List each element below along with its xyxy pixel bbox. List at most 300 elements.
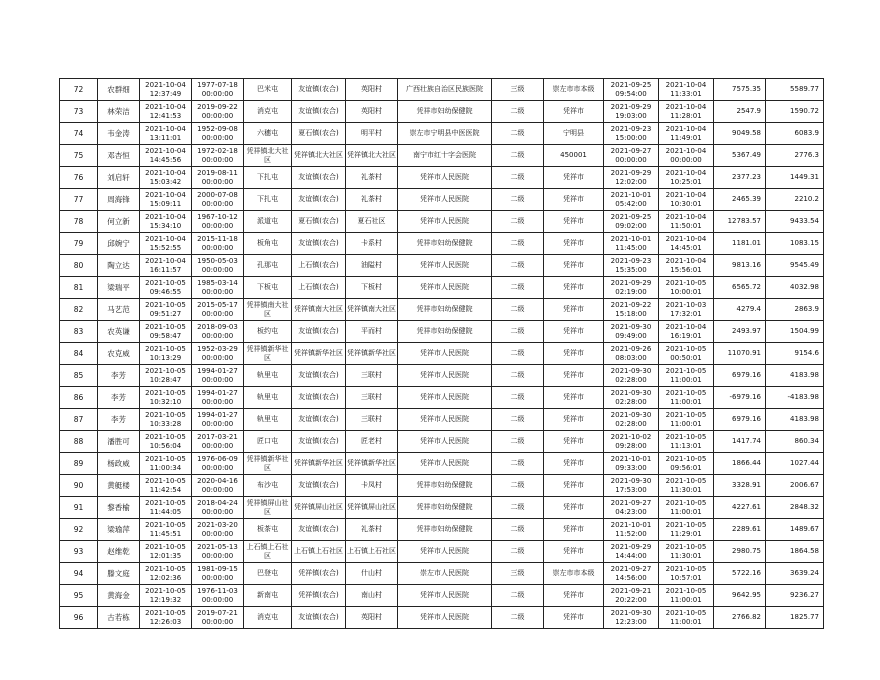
village-committee-cell: 油隘村 <box>346 255 398 277</box>
village-cell: 凭祥镇北大社区 <box>244 145 292 167</box>
total-cost-cell: 9049.58 <box>714 123 766 145</box>
town-cell: 友谊镇(农合) <box>292 387 346 409</box>
patient-name-cell: 黎香榆 <box>98 497 140 519</box>
discharge-time-cell: 2021-10-05 11:00:01 <box>659 585 714 607</box>
town-cell: 上石镇上石社区 <box>292 541 346 563</box>
table-row <box>60 585 824 607</box>
town-cell: 友谊镇(农合) <box>292 233 346 255</box>
discharge-time-cell: 2021-10-04 15:56:01 <box>659 255 714 277</box>
admit-time-cell: 2021-09-29 14:44:00 <box>604 541 659 563</box>
town-cell: 友谊镇(农合) <box>292 519 346 541</box>
reimbursed-amount-cell: 1864.58 <box>766 541 824 563</box>
town-cell: 凭祥镇屏山社区 <box>292 497 346 519</box>
table-row <box>60 101 824 123</box>
town-cell: 上石镇(农合) <box>292 277 346 299</box>
hospital-level-cell: 二级 <box>492 541 544 563</box>
birth-date-cell: 2021-05-13 00:00:00 <box>192 541 244 563</box>
admit-time-cell: 2021-09-27 04:23:00 <box>604 497 659 519</box>
settle-time-cell: 2021-10-04 15:52:55 <box>140 233 192 255</box>
total-cost-cell: 2766.82 <box>714 607 766 629</box>
patient-name-cell: 杨政威 <box>98 453 140 475</box>
settle-time-cell: 2021-10-04 13:11:01 <box>140 123 192 145</box>
hospital-level-cell: 三级 <box>492 563 544 585</box>
admit-time-cell: 2021-09-27 14:56:00 <box>604 563 659 585</box>
patient-name-cell: 农群细 <box>98 79 140 101</box>
village-cell: 上石镇上石社区 <box>244 541 292 563</box>
reimbursed-amount-cell: 2863.9 <box>766 299 824 321</box>
hospital-level-cell: 二级 <box>492 189 544 211</box>
table-row <box>60 343 824 365</box>
row-number-cell: 80 <box>60 255 98 277</box>
settle-time-cell: 2021-10-05 12:19:32 <box>140 585 192 607</box>
reimbursed-amount-cell: 1027.44 <box>766 453 824 475</box>
total-cost-cell: 1181.01 <box>714 233 766 255</box>
hospital-cell: 凭祥市人民医院 <box>398 541 492 563</box>
town-cell: 凭祥镇新华社区 <box>292 453 346 475</box>
birth-date-cell: 2019-08-11 00:00:00 <box>192 167 244 189</box>
settle-time-cell: 2021-10-05 12:02:36 <box>140 563 192 585</box>
row-number-cell: 85 <box>60 365 98 387</box>
row-number-cell: 75 <box>60 145 98 167</box>
village-cell: 轨里屯 <box>244 387 292 409</box>
village-committee-cell: 凭祥镇新华社区 <box>346 453 398 475</box>
discharge-time-cell: 2021-10-05 11:00:01 <box>659 607 714 629</box>
settle-time-cell: 2021-10-05 11:44:05 <box>140 497 192 519</box>
table-row <box>60 233 824 255</box>
settle-time-cell: 2021-10-04 14:45:56 <box>140 145 192 167</box>
reimbursed-amount-cell: 5589.77 <box>766 79 824 101</box>
admit-time-cell: 2021-09-21 20:22:00 <box>604 585 659 607</box>
village-committee-cell: 礼茶村 <box>346 519 398 541</box>
patient-name-cell: 梁瑞平 <box>98 277 140 299</box>
admit-time-cell: 2021-09-23 15:00:00 <box>604 123 659 145</box>
birth-date-cell: 1952-03-29 00:00:00 <box>192 343 244 365</box>
total-cost-cell: 6565.72 <box>714 277 766 299</box>
settle-time-cell: 2021-10-05 09:51:27 <box>140 299 192 321</box>
total-cost-cell: 12783.57 <box>714 211 766 233</box>
admit-time-cell: 2021-09-30 12:23:00 <box>604 607 659 629</box>
row-number-cell: 76 <box>60 167 98 189</box>
region-cell: 凭祥市 <box>544 189 604 211</box>
patient-name-cell: 邓杏恒 <box>98 145 140 167</box>
discharge-time-cell: 2021-10-05 11:30:01 <box>659 541 714 563</box>
village-cell: 凭祥镇新华社区 <box>244 343 292 365</box>
village-cell: 板约屯 <box>244 321 292 343</box>
birth-date-cell: 1967-10-12 00:00:00 <box>192 211 244 233</box>
birth-date-cell: 2020-04-16 00:00:00 <box>192 475 244 497</box>
table-row <box>60 79 824 101</box>
reimbursed-amount-cell: 2210.2 <box>766 189 824 211</box>
total-cost-cell: 2377.23 <box>714 167 766 189</box>
hospital-cell: 凭祥市妇幼保健院 <box>398 321 492 343</box>
hospital-cell: 凭祥市人民医院 <box>398 607 492 629</box>
hospital-level-cell: 二级 <box>492 233 544 255</box>
birth-date-cell: 1976-11-03 00:00:00 <box>192 585 244 607</box>
birth-date-cell: 2015-11-18 00:00:00 <box>192 233 244 255</box>
reimbursed-amount-cell: 4183.98 <box>766 365 824 387</box>
town-cell: 夏石镇(农合) <box>292 123 346 145</box>
admit-time-cell: 2021-09-30 02:28:00 <box>604 387 659 409</box>
discharge-time-cell: 2021-10-05 11:29:01 <box>659 519 714 541</box>
discharge-time-cell: 2021-10-05 11:00:01 <box>659 365 714 387</box>
total-cost-cell: 4227.61 <box>714 497 766 519</box>
village-committee-cell: 英阳村 <box>346 101 398 123</box>
hospital-level-cell: 二级 <box>492 101 544 123</box>
discharge-time-cell: 2021-10-05 11:00:01 <box>659 497 714 519</box>
table-row <box>60 145 824 167</box>
hospital-cell: 凭祥市人民医院 <box>398 167 492 189</box>
village-cell: 派道屯 <box>244 211 292 233</box>
region-cell: 凭祥市 <box>544 497 604 519</box>
town-cell: 凭祥镇(农合) <box>292 585 346 607</box>
settle-time-cell: 2021-10-05 12:26:03 <box>140 607 192 629</box>
town-cell: 友谊镇(农合) <box>292 409 346 431</box>
admit-time-cell: 2021-09-30 09:49:00 <box>604 321 659 343</box>
town-cell: 凭祥镇南大社区 <box>292 299 346 321</box>
region-cell: 凭祥市 <box>544 607 604 629</box>
discharge-time-cell: 2021-10-04 10:30:01 <box>659 189 714 211</box>
settle-time-cell: 2021-10-05 11:45:51 <box>140 519 192 541</box>
discharge-time-cell: 2021-10-05 11:00:01 <box>659 387 714 409</box>
settle-time-cell: 2021-10-05 09:46:55 <box>140 277 192 299</box>
patient-name-cell: 林荣洁 <box>98 101 140 123</box>
admit-time-cell: 2021-09-25 09:54:00 <box>604 79 659 101</box>
region-cell: 凭祥市 <box>544 409 604 431</box>
table-row <box>60 541 824 563</box>
patient-name-cell: 梁瑜萍 <box>98 519 140 541</box>
village-committee-cell: 明平村 <box>346 123 398 145</box>
total-cost-cell: 5722.16 <box>714 563 766 585</box>
total-cost-cell: 9813.16 <box>714 255 766 277</box>
reimbursed-amount-cell: 9433.54 <box>766 211 824 233</box>
village-cell: 凭祥镇南大社区 <box>244 299 292 321</box>
hospital-level-cell: 二级 <box>492 475 544 497</box>
total-cost-cell: 2493.97 <box>714 321 766 343</box>
hospital-level-cell: 二级 <box>492 211 544 233</box>
village-cell: 匠口屯 <box>244 431 292 453</box>
village-cell: 巴登屯 <box>244 563 292 585</box>
patient-name-cell: 周海锋 <box>98 189 140 211</box>
hospital-level-cell: 二级 <box>492 277 544 299</box>
discharge-time-cell: 2021-10-05 11:30:01 <box>659 475 714 497</box>
town-cell: 上石镇(农合) <box>292 255 346 277</box>
hospital-cell: 凭祥市妇幼保健院 <box>398 101 492 123</box>
hospital-level-cell: 二级 <box>492 497 544 519</box>
table-row <box>60 123 824 145</box>
reimbursed-amount-cell: 1590.72 <box>766 101 824 123</box>
hospital-cell: 凭祥市人民医院 <box>398 431 492 453</box>
table-row <box>60 563 824 585</box>
total-cost-cell: 2547.9 <box>714 101 766 123</box>
reimbursed-amount-cell: 860.34 <box>766 431 824 453</box>
hospital-cell: 凭祥市妇幼保健院 <box>398 519 492 541</box>
discharge-time-cell: 2021-10-04 14:45:01 <box>659 233 714 255</box>
row-number-cell: 79 <box>60 233 98 255</box>
village-cell: 板茶屯 <box>244 519 292 541</box>
total-cost-cell: 6979.16 <box>714 409 766 431</box>
total-cost-cell: 1417.74 <box>714 431 766 453</box>
patient-name-cell: 陶立达 <box>98 255 140 277</box>
settle-time-cell: 2021-10-05 11:42:54 <box>140 475 192 497</box>
reimbursed-amount-cell: 9545.49 <box>766 255 824 277</box>
village-cell: 板角屯 <box>244 233 292 255</box>
settle-time-cell: 2021-10-04 15:03:42 <box>140 167 192 189</box>
region-cell: 凭祥市 <box>544 387 604 409</box>
region-cell: 凭祥市 <box>544 585 604 607</box>
region-cell: 凭祥市 <box>544 431 604 453</box>
hospital-cell: 凭祥市人民医院 <box>398 189 492 211</box>
village-committee-cell: 凭祥镇屏山社区 <box>346 497 398 519</box>
town-cell: 友谊镇(农合) <box>292 167 346 189</box>
region-cell: 450001 <box>544 145 604 167</box>
settle-time-cell: 2021-10-04 15:09:11 <box>140 189 192 211</box>
village-committee-cell: 凭祥镇南大社区 <box>346 299 398 321</box>
region-cell: 凭祥市 <box>544 519 604 541</box>
settle-time-cell: 2021-10-04 15:34:10 <box>140 211 192 233</box>
admit-time-cell: 2021-10-01 09:33:00 <box>604 453 659 475</box>
table-row <box>60 453 824 475</box>
admit-time-cell: 2021-09-29 02:19:00 <box>604 277 659 299</box>
village-committee-cell: 卡系村 <box>346 233 398 255</box>
table-row <box>60 321 824 343</box>
table-row <box>60 409 824 431</box>
hospital-level-cell: 二级 <box>492 409 544 431</box>
table-row <box>60 365 824 387</box>
total-cost-cell: 11070.91 <box>714 343 766 365</box>
table-row <box>60 211 824 233</box>
patient-name-cell: 李芳 <box>98 365 140 387</box>
patient-name-cell: 何立新 <box>98 211 140 233</box>
hospital-level-cell: 二级 <box>492 585 544 607</box>
admit-time-cell: 2021-10-02 09:28:00 <box>604 431 659 453</box>
birth-date-cell: 2018-04-24 00:00:00 <box>192 497 244 519</box>
reimbursed-amount-cell: 9236.27 <box>766 585 824 607</box>
row-number-cell: 87 <box>60 409 98 431</box>
region-cell: 凭祥市 <box>544 299 604 321</box>
row-number-cell: 94 <box>60 563 98 585</box>
region-cell: 凭祥市 <box>544 233 604 255</box>
region-cell: 凭祥市 <box>544 541 604 563</box>
hospital-level-cell: 二级 <box>492 299 544 321</box>
region-cell: 凭祥市 <box>544 255 604 277</box>
hospital-level-cell: 二级 <box>492 321 544 343</box>
hospital-level-cell: 二级 <box>492 255 544 277</box>
row-number-cell: 72 <box>60 79 98 101</box>
discharge-time-cell: 2021-10-04 11:33:01 <box>659 79 714 101</box>
total-cost-cell: 4279.4 <box>714 299 766 321</box>
hospital-cell: 凭祥市人民医院 <box>398 211 492 233</box>
hospital-level-cell: 二级 <box>492 387 544 409</box>
admit-time-cell: 2021-09-26 08:03:00 <box>604 343 659 365</box>
admit-time-cell: 2021-09-29 12:02:00 <box>604 167 659 189</box>
hospital-cell: 凭祥市妇幼保健院 <box>398 233 492 255</box>
village-committee-cell: 三联村 <box>346 387 398 409</box>
village-cell: 下扎屯 <box>244 167 292 189</box>
town-cell: 友谊镇(农合) <box>292 365 346 387</box>
patient-name-cell: 黄艇楼 <box>98 475 140 497</box>
reimbursed-amount-cell: 1489.67 <box>766 519 824 541</box>
region-cell: 凭祥市 <box>544 475 604 497</box>
village-cell: 轨里屯 <box>244 409 292 431</box>
hospital-cell: 凭祥市人民医院 <box>398 277 492 299</box>
table-row <box>60 519 824 541</box>
row-number-cell: 96 <box>60 607 98 629</box>
total-cost-cell: 5367.49 <box>714 145 766 167</box>
hospital-cell: 凭祥市人民医院 <box>398 365 492 387</box>
village-committee-cell: 匠老村 <box>346 431 398 453</box>
settle-time-cell: 2021-10-04 12:37:49 <box>140 79 192 101</box>
birth-date-cell: 1972-02-18 00:00:00 <box>192 145 244 167</box>
row-number-cell: 91 <box>60 497 98 519</box>
hospital-level-cell: 二级 <box>492 145 544 167</box>
birth-date-cell: 2019-07-21 00:00:00 <box>192 607 244 629</box>
admit-time-cell: 2021-09-30 17:53:00 <box>604 475 659 497</box>
hospital-level-cell: 二级 <box>492 123 544 145</box>
hospital-level-cell: 二级 <box>492 365 544 387</box>
row-number-cell: 82 <box>60 299 98 321</box>
reimbursed-amount-cell: 2776.3 <box>766 145 824 167</box>
settle-time-cell: 2021-10-05 10:33:28 <box>140 409 192 431</box>
birth-date-cell: 1994-01-27 00:00:00 <box>192 365 244 387</box>
table-row <box>60 497 824 519</box>
total-cost-cell: 2465.39 <box>714 189 766 211</box>
discharge-time-cell: 2021-10-04 16:19:01 <box>659 321 714 343</box>
row-number-cell: 77 <box>60 189 98 211</box>
table-row <box>60 277 824 299</box>
row-number-cell: 93 <box>60 541 98 563</box>
hospital-cell: 凭祥市人民医院 <box>398 453 492 475</box>
row-number-cell: 90 <box>60 475 98 497</box>
table-row <box>60 607 824 629</box>
total-cost-cell: 6979.16 <box>714 365 766 387</box>
region-cell: 凭祥市 <box>544 343 604 365</box>
table-row <box>60 189 824 211</box>
patient-name-cell: 邱婉宁 <box>98 233 140 255</box>
admit-time-cell: 2021-10-01 11:45:00 <box>604 233 659 255</box>
discharge-time-cell: 2021-10-04 10:25:01 <box>659 167 714 189</box>
reimbursed-amount-cell: 1504.99 <box>766 321 824 343</box>
row-number-cell: 74 <box>60 123 98 145</box>
total-cost-cell: 2980.75 <box>714 541 766 563</box>
hospital-level-cell: 三级 <box>492 79 544 101</box>
row-number-cell: 95 <box>60 585 98 607</box>
hospital-cell: 凭祥市人民医院 <box>398 343 492 365</box>
birth-date-cell: 1977-07-18 00:00:00 <box>192 79 244 101</box>
table-row <box>60 299 824 321</box>
admit-time-cell: 2021-09-29 19:03:00 <box>604 101 659 123</box>
row-number-cell: 83 <box>60 321 98 343</box>
hospital-cell: 凭祥市人民医院 <box>398 585 492 607</box>
discharge-time-cell: 2021-10-04 11:28:01 <box>659 101 714 123</box>
patient-name-cell: 黄海金 <box>98 585 140 607</box>
discharge-time-cell: 2021-10-05 11:00:01 <box>659 409 714 431</box>
town-cell: 友谊镇(农合) <box>292 475 346 497</box>
row-number-cell: 86 <box>60 387 98 409</box>
admit-time-cell: 2021-10-01 05:42:00 <box>604 189 659 211</box>
settle-time-cell: 2021-10-05 10:13:29 <box>140 343 192 365</box>
reimbursed-amount-cell: 3639.24 <box>766 563 824 585</box>
birth-date-cell: 2000-07-08 00:00:00 <box>192 189 244 211</box>
reimbursed-amount-cell: 6083.9 <box>766 123 824 145</box>
village-committee-cell: 英阳村 <box>346 79 398 101</box>
village-committee-cell: 卡凤村 <box>346 475 398 497</box>
village-cell: 布沙屯 <box>244 475 292 497</box>
settle-time-cell: 2021-10-05 12:01:35 <box>140 541 192 563</box>
region-cell: 凭祥市 <box>544 453 604 475</box>
hospital-cell: 凭祥市妇幼保健院 <box>398 497 492 519</box>
birth-date-cell: 1985-03-14 00:00:00 <box>192 277 244 299</box>
settle-time-cell: 2021-10-04 12:41:53 <box>140 101 192 123</box>
patient-name-cell: 赵维乾 <box>98 541 140 563</box>
patient-name-cell: 李芳 <box>98 409 140 431</box>
region-cell: 凭祥市 <box>544 211 604 233</box>
town-cell: 友谊镇(农合) <box>292 321 346 343</box>
region-cell: 凭祥市 <box>544 277 604 299</box>
birth-date-cell: 1950-05-03 00:00:00 <box>192 255 244 277</box>
patient-name-cell: 滕文庭 <box>98 563 140 585</box>
town-cell: 凭祥镇北大社区 <box>292 145 346 167</box>
table-row <box>60 431 824 453</box>
birth-date-cell: 1994-01-27 00:00:00 <box>192 409 244 431</box>
settle-time-cell: 2021-10-04 16:11:57 <box>140 255 192 277</box>
discharge-time-cell: 2021-10-05 10:00:01 <box>659 277 714 299</box>
village-cell: 消克屯 <box>244 101 292 123</box>
village-cell: 新南屯 <box>244 585 292 607</box>
admit-time-cell: 2021-09-25 09:02:00 <box>604 211 659 233</box>
village-cell: 轨里屯 <box>244 365 292 387</box>
hospital-cell: 凭祥市人民医院 <box>398 255 492 277</box>
village-cell: 消克屯 <box>244 607 292 629</box>
hospital-level-cell: 二级 <box>492 343 544 365</box>
birth-date-cell: 2021-03-20 00:00:00 <box>192 519 244 541</box>
village-committee-cell: 南山村 <box>346 585 398 607</box>
settle-time-cell: 2021-10-05 10:28:47 <box>140 365 192 387</box>
admit-time-cell: 2021-09-30 02:28:00 <box>604 409 659 431</box>
patient-name-cell: 农克威 <box>98 343 140 365</box>
hospital-cell: 凭祥市妇幼保健院 <box>398 475 492 497</box>
region-cell: 崇左市市本级 <box>544 563 604 585</box>
village-cell: 下扎屯 <box>244 189 292 211</box>
settle-time-cell: 2021-10-05 09:58:47 <box>140 321 192 343</box>
village-committee-cell: 礼茶村 <box>346 189 398 211</box>
total-cost-cell: 3328.91 <box>714 475 766 497</box>
patient-name-cell: 马艺范 <box>98 299 140 321</box>
settle-time-cell: 2021-10-05 10:32:10 <box>140 387 192 409</box>
discharge-time-cell: 2021-10-05 09:56:01 <box>659 453 714 475</box>
village-cell: 凭祥镇新华社区 <box>244 453 292 475</box>
town-cell: 凭祥镇(农合) <box>292 563 346 585</box>
birth-date-cell: 1994-01-27 00:00:00 <box>192 387 244 409</box>
hospital-cell: 崇左市宁明县中医医院 <box>398 123 492 145</box>
patient-name-cell: 古若栋 <box>98 607 140 629</box>
hospital-level-cell: 二级 <box>492 519 544 541</box>
birth-date-cell: 2015-05-17 00:00:00 <box>192 299 244 321</box>
settle-time-cell: 2021-10-05 10:56:04 <box>140 431 192 453</box>
admit-time-cell: 2021-09-30 02:28:00 <box>604 365 659 387</box>
region-cell: 崇左市市本级 <box>544 79 604 101</box>
reimbursed-amount-cell: 4183.98 <box>766 409 824 431</box>
hospital-cell: 凭祥市妇幼保健院 <box>398 299 492 321</box>
birth-date-cell: 2017-03-21 00:00:00 <box>192 431 244 453</box>
admit-time-cell: 2021-09-23 15:35:00 <box>604 255 659 277</box>
patient-name-cell: 李芳 <box>98 387 140 409</box>
hospital-level-cell: 二级 <box>492 167 544 189</box>
total-cost-cell: 2289.61 <box>714 519 766 541</box>
birth-date-cell: 1981-09-15 00:00:00 <box>192 563 244 585</box>
village-committee-cell: 什山村 <box>346 563 398 585</box>
village-committee-cell: 平而村 <box>346 321 398 343</box>
settle-time-cell: 2021-10-05 11:00:34 <box>140 453 192 475</box>
